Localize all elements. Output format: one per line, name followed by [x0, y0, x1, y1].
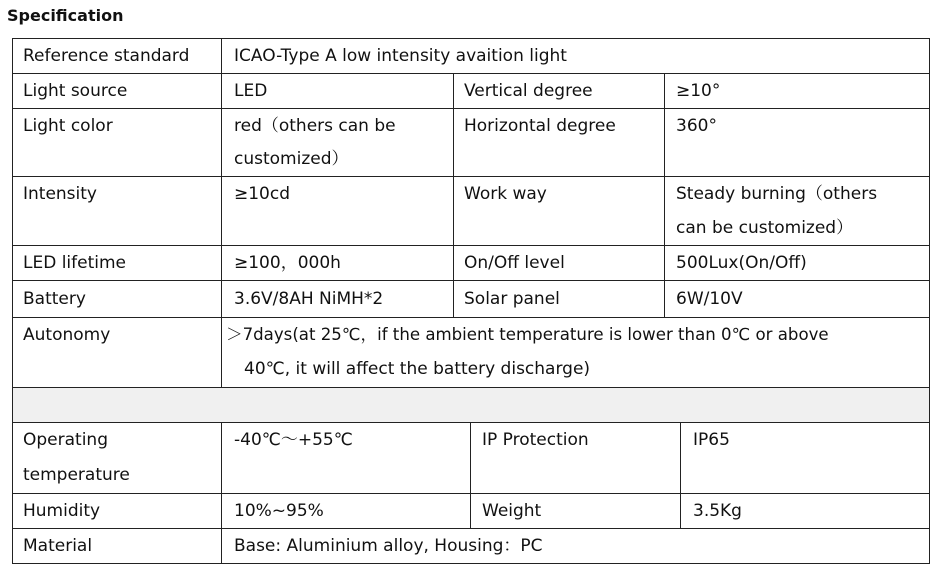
battery-label: Battery: [23, 289, 86, 309]
rule: [12, 38, 13, 564]
autonomy-value-line2: 40℃, it will affect the battery discharge): [244, 359, 591, 379]
humidity-label: Humidity: [23, 501, 101, 521]
rule: [12, 493, 930, 494]
vertical-degree-value: ≥10°: [676, 81, 721, 101]
work-way-value-line1: Steady burning（others: [676, 184, 878, 204]
operating-temperature-label-line2: temperature: [23, 465, 130, 485]
reference-standard-label: Reference standard: [23, 46, 190, 66]
rule: [929, 38, 930, 564]
page-title: Specification: [7, 6, 124, 25]
operating-temperature-label-line1: Operating: [23, 430, 108, 450]
rule: [470, 422, 471, 529]
light-color-value-line2: customized）: [234, 149, 349, 169]
rule: [221, 422, 222, 564]
rule: [12, 387, 930, 388]
solar-panel-label: Solar panel: [464, 289, 560, 309]
light-color-value-line1: red（others can be: [234, 116, 396, 136]
rule: [12, 563, 930, 564]
weight-label: Weight: [482, 501, 542, 521]
autonomy-label: Autonomy: [23, 325, 111, 345]
ip-protection-value: IP65: [693, 430, 730, 450]
led-lifetime-label: LED lifetime: [23, 253, 127, 273]
light-source-label: Light source: [23, 81, 128, 101]
led-lifetime-value: ≥100，000h: [234, 253, 341, 273]
horizontal-degree-label: Horizontal degree: [464, 116, 616, 136]
rule: [221, 38, 222, 388]
battery-value: 3.6V/8AH NiMH*2: [234, 289, 384, 309]
vertical-degree-label: Vertical degree: [464, 81, 593, 101]
intensity-label: Intensity: [23, 184, 97, 204]
rule: [12, 280, 930, 281]
rule: [664, 73, 665, 318]
reference-standard-value: ICAO-Type A low intensity avaition light: [234, 46, 567, 66]
autonomy-value-line1: ＞7days(at 25℃，if the ambient temperature is lower than 0℃ or above: [226, 325, 829, 344]
humidity-value: 10%~95%: [234, 501, 324, 521]
work-way-value-line2: can be customized）: [676, 218, 854, 238]
weight-value: 3.5Kg: [693, 501, 742, 521]
material-value: Base: Aluminium alloy, Housing：PC: [234, 536, 543, 556]
material-label: Material: [23, 536, 93, 556]
horizontal-degree-value: 360°: [676, 116, 717, 136]
rule: [453, 73, 454, 318]
ip-protection-label: IP Protection: [482, 430, 589, 450]
intensity-value: ≥10cd: [234, 184, 291, 204]
on-off-level-value: 500Lux(On/Off): [676, 253, 807, 273]
rule: [680, 422, 681, 529]
on-off-level-label: On/Off level: [464, 253, 565, 273]
work-way-label: Work way: [464, 184, 547, 204]
solar-panel-value: 6W/10V: [676, 289, 743, 309]
light-color-label: Light color: [23, 116, 113, 136]
empty-row: [12, 387, 929, 422]
light-source-value: LED: [234, 81, 268, 101]
operating-temperature-value: -40℃～+55℃: [234, 430, 353, 450]
rule: [12, 422, 930, 423]
